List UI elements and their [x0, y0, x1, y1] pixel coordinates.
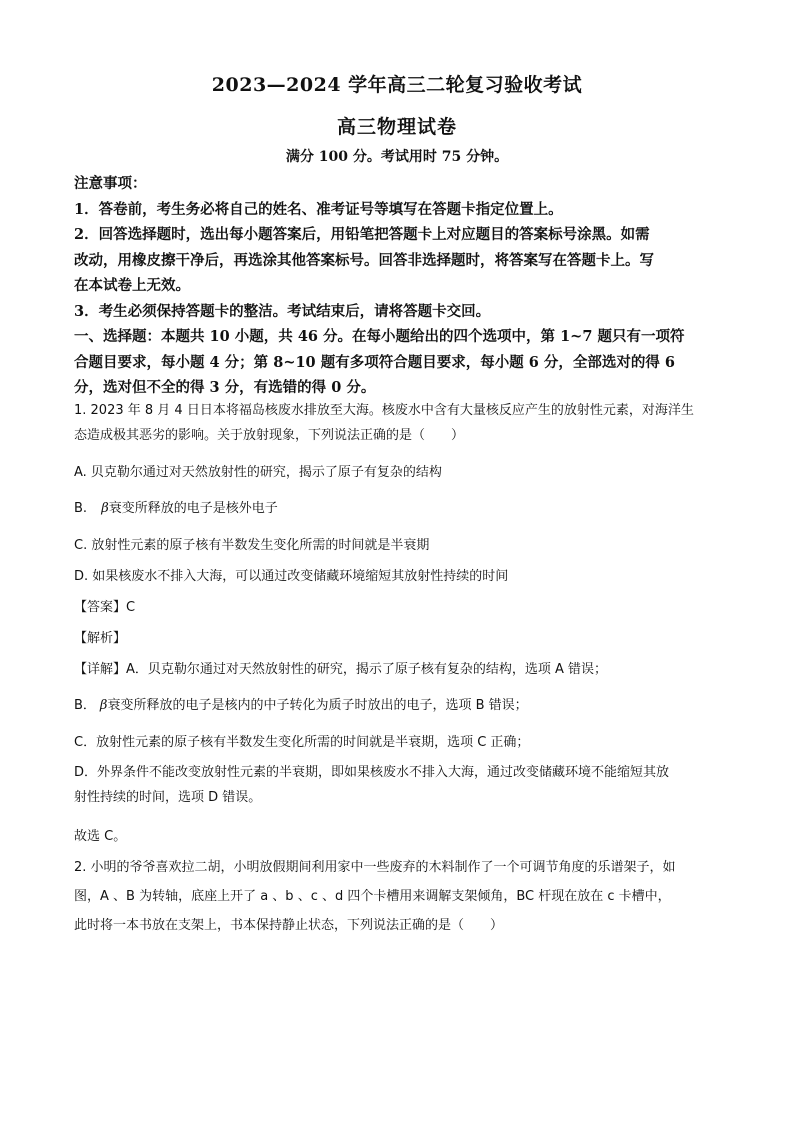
question-1-stem-line-2: 态造成极其恶劣的影响。关于放射现象，下列说法正确的是（ ）: [74, 428, 465, 443]
exam-title: 2023—2024 学年高三二轮复习验收考试: [211, 74, 583, 96]
question-1-option-c: C. 放射性元素的原子核有半数发生变化所需的时间就是半衰期: [74, 538, 430, 553]
notice-item-2-line-2: 改动，用橡皮擦干净后，再选涂其他答案标号。回答非选择题时，将答案写在答题卡上。写: [74, 251, 654, 269]
question-1-stem: [74, 398, 724, 448]
question-1-detail-d-line-1: D．外界条件不能改变放射性元素的半衰期，即如果核废水不排入大海，通过改变储藏环境不能缩短其放: [74, 765, 670, 780]
question-2-stem-line-3: 此时将一本书放在支架上，书本保持静止状态，下列说法正确的是（ ）: [74, 918, 504, 933]
section-heading-line-3: 分，选对但不全的得 3 分，有选错的得 0 分。: [74, 379, 376, 396]
question-1-detail-a: 【详解】A．贝克勒尔通过对天然放射性的研究，揭示了原子核有复杂的结构，选项 A 错误；: [74, 662, 608, 677]
question-1-answer: 【答案】C: [74, 600, 136, 615]
option-b-prefix: B.: [74, 501, 88, 516]
question-1-detail-d-line-2: 射性持续的时间，选项 D 错误。: [74, 790, 262, 805]
notice-heading: 注意事项：: [74, 175, 147, 192]
section-heading-line-2: 合题目要求，每小题 4 分；第 8~10 题有多项符合题目要求，每小题 6 分，全部选对的得 6: [74, 353, 676, 371]
notice-item-3: 3．考生必须保持答题卡的整洁。考试结束后，请将答题卡交回。: [74, 302, 491, 320]
notice-section: [74, 171, 724, 401]
notice-item-1: 1．答卷前，考生务必将自己的姓名、准考证号等填写在答题卡指定位置上。: [74, 200, 563, 218]
beta-symbol: β: [99, 698, 108, 713]
question-1-option-a: A. 贝克勒尔通过对天然放射性的研究，揭示了原子有复杂的结构: [74, 465, 442, 480]
question-2-stem: [74, 853, 724, 940]
question-1-stem-line-1: 1. 2023 年 8 月 4 日日本将福岛核废水排放至大海。核废水中含有大量核反应产生的放射性元素，对海洋生: [74, 403, 694, 418]
beta-symbol: β: [101, 501, 109, 516]
question-1-detail-d: [74, 760, 724, 810]
question-1-option-d: D. 如果核废水不排入大海，可以通过改变储藏环境缩短其放射性持续的时间: [74, 569, 509, 584]
question-2-stem-line-2: 图，A 、B 为转轴，底座上开了 a 、b 、c 、d 四个卡槽用来调解支架倾角，BC 杆现在放在 c 卡槽中，: [74, 889, 671, 904]
question-2-stem-line-1: 2. 小明的爷爷喜欢拉二胡，小明放假期间利用家中一些废弃的木料制作了一个可调节角度的乐谱架子，如: [74, 860, 676, 875]
question-1-detail-c: C．放射性元素的原子核有半数发生变化所需的时间就是半衰期，选项 C 正确；: [74, 735, 530, 750]
detail-b-prefix: B．: [74, 698, 96, 713]
detail-b-text: 衰变所释放的电子是核内的中子转化为质子时放出的电子，选项 B 错误；: [107, 698, 528, 713]
question-1-conclusion: 故选 C。: [74, 829, 127, 844]
question-1-option-b: [74, 497, 724, 516]
question-1-detail-b: [74, 694, 724, 713]
exam-subject: 高三物理试卷: [336, 116, 457, 138]
section-heading-line-1: 一、选择题：本题共 10 小题，共 46 分。在每小题给出的四个选项中，第 1~7 题只有一项符: [74, 328, 685, 345]
question-1-analysis-label: 【解析】: [74, 631, 127, 646]
notice-item-2-line-1: 2．回答选择题时，选出每小题答案后，用铅笔把答题卡上对应题目的答案标号涂黑。如需: [74, 226, 650, 243]
option-b-text: 衰变所释放的电子是核外电子: [108, 501, 278, 516]
notice-item-2-line-3: 在本试卷上无效。: [74, 277, 190, 294]
exam-subtitle: 满分 100 分。考试用时 75 分钟。: [285, 149, 509, 165]
